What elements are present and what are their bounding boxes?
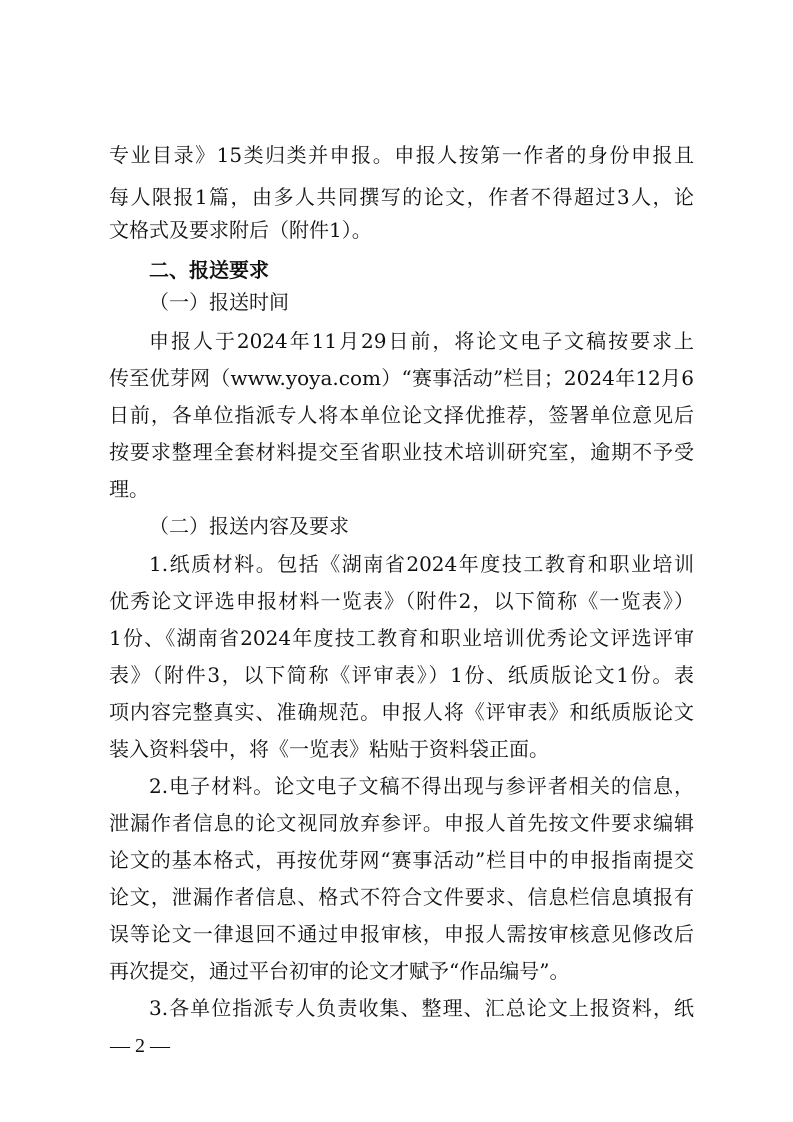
paragraph-line: 传至优芽网（www.yoya.com）“赛事活动”栏目；2024年12月6 [109,366,694,390]
paragraph-line: 专业目录》15类归类并申报。申报人按第一作者的身份申报且 [109,143,694,167]
paragraph-line: 泄漏作者信息的论文视同放弃参评。申报人首先按文件要求编辑 [109,811,694,835]
paragraph-line: 3.各单位指派专人负责收集、整理、汇总论文上报资料，纸 [149,996,694,1020]
section-heading: 二、报送要求 [149,258,269,282]
paragraph-line: 论文的基本格式，再按优芽网“赛事活动”栏目中的申报指南提交 [109,848,694,872]
paragraph-line: 每人限报1篇，由多人共同撰写的论文，作者不得超过3人，论 [109,185,694,209]
paragraph-line: 项内容完整真实、准确规范。申报人将《评审表》和纸质版论文 [109,700,694,724]
paragraph-line: 误等论文一律退回不通过申报审核，申报人需按审核意见修改后 [109,922,694,946]
paragraph-line: 1份、《湖南省2024年度技工教育和职业培训优秀论文评选评审 [109,626,694,650]
paragraph-line: 2.电子材料。论文电子文稿不得出现与参评者相关的信息， [149,774,694,798]
paragraph-line: 文格式及要求附后（附件1）。 [109,218,372,242]
subsection-heading: （一）报送时间 [149,290,289,314]
page-number: — 2 — [110,1035,170,1057]
paragraph-line: 日前，各单位指派专人将本单位论文择优推荐，签署单位意见后 [109,403,694,427]
paragraph-line: 表》（附件3，以下简称《评审表》）1份、纸质版论文1份。表 [109,663,694,687]
paragraph-line: 申报人于2024年11月29日前，将论文电子文稿按要求上 [149,329,694,353]
paragraph-line: 1.纸质材料。包括《湖南省2024年度技工教育和职业培训 [149,552,694,576]
paragraph-line: 论文，泄漏作者信息、格式不符合文件要求、信息栏信息填报有 [109,885,694,909]
paragraph-line: 按要求整理全套材料提交至省职业技术培训研究室，逾期不予受 [109,440,694,464]
paragraph-line: 优秀论文评选申报材料一览表》（附件2，以下简称《一览表》） [109,589,694,613]
paragraph-line: 装入资料袋中，将《一览表》粘贴于资料袋正面。 [109,737,549,761]
paragraph-line: 再次提交，通过平台初审的论文才赋予“作品编号”。 [109,959,570,983]
paragraph-line: 理。 [109,477,149,501]
subsection-heading: （二）报送内容及要求 [149,514,349,538]
